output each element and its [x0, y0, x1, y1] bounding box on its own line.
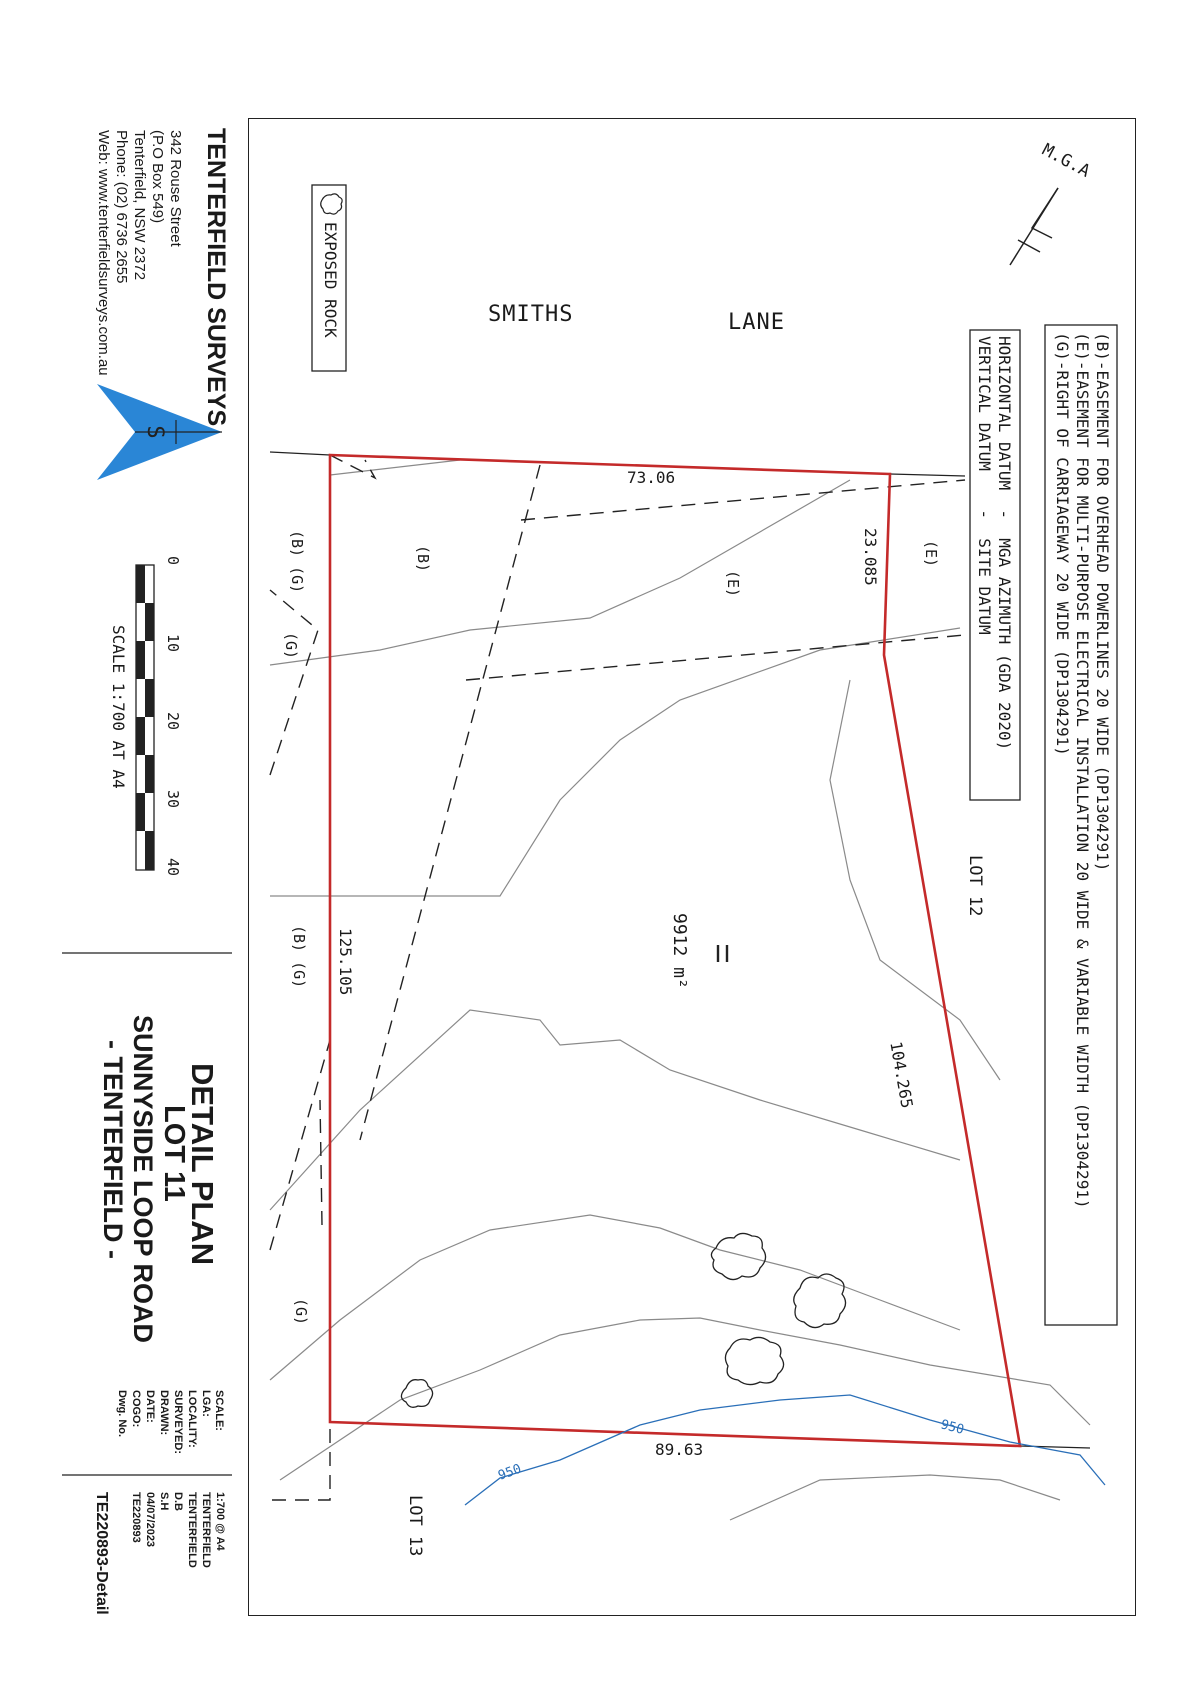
scale-caption: SCALE 1:700 AT A4	[109, 625, 128, 789]
easement-label-e-2: (E)	[922, 540, 940, 568]
lot-12-label: LOT 12	[965, 855, 985, 917]
detail-value: D.B	[172, 1492, 184, 1511]
legend-exposed-rock: EXPOSED ROCK	[321, 222, 340, 338]
easement-note-e: (E)-EASEMENT FOR MULTI-PURPOSE ELECTRICAL INSTALLATION 20 WIDE & VARIABLE WIDTH (DP1304291)	[1073, 332, 1092, 1209]
details-labels	[212, 1390, 226, 1431]
easement-lines	[270, 455, 965, 1500]
title-line-3: SUNNYSIDE LOOP ROAD	[128, 1015, 158, 1344]
scale-tick-30: 30	[164, 790, 182, 809]
lot-13-label: LOT 13	[405, 1495, 425, 1557]
easement-note-b: (B)-EASEMENT FOR OVERHEAD POWERLINES 20 WIDE (DP1304291)	[1093, 332, 1112, 872]
detail-label: Dwg. No.	[116, 1390, 128, 1438]
datum-horizontal: HORIZONTAL DATUM - MGA AZIMUTH (GDA 2020)	[995, 336, 1014, 751]
contour-label-2: 950	[938, 1417, 966, 1438]
easement-label-bg-1: (B) (G)	[288, 530, 306, 594]
dimension-bottom: 89.63	[655, 1440, 704, 1459]
company-name: TENTERFIELD SURVEYS	[202, 128, 230, 427]
detail-value: TE220893	[130, 1492, 142, 1543]
detail-label: DRAWN:	[158, 1390, 170, 1436]
company-web: Web: www.tenterfieldsurveys.com.au	[95, 130, 112, 376]
rock-symbols	[401, 1233, 845, 1407]
dimension-left: 125.105	[336, 928, 355, 996]
company-phone: Phone: (02) 6736 2655	[113, 130, 130, 284]
company-address-1: 342 Rouse Street	[167, 130, 184, 247]
company-address-3: Tenterfield, NSW 2372	[131, 130, 148, 281]
contour-label-1: 950	[496, 1461, 524, 1484]
detail-value: 04/07/2023	[144, 1492, 156, 1548]
terrain-lines	[270, 460, 1090, 1520]
north-arrow-icon	[1010, 188, 1058, 265]
easement-label-g-1: (G)	[282, 632, 300, 660]
dimension-top: 73.06	[627, 468, 676, 487]
easement-label-bg-2: (B) (G)	[290, 925, 308, 989]
detail-label: COGO:	[130, 1390, 142, 1428]
road-name-word-2: LANE	[728, 310, 785, 335]
title-line-1: DETAIL PLAN	[185, 1063, 220, 1266]
company-address-2: (P.O Box 549)	[149, 130, 166, 224]
detail-label: SCALE:	[213, 1390, 225, 1431]
detail-label: DATE:	[144, 1390, 156, 1423]
easement-label-b: (B)	[414, 545, 432, 573]
detail-value: 1:700 @ A4	[214, 1492, 226, 1551]
detail-value: TENTERFIELD	[186, 1492, 198, 1568]
dimension-right-lower: 104.265	[886, 1040, 917, 1110]
lot-number-marker	[718, 945, 727, 962]
easement-label-g-2: (G)	[292, 1298, 310, 1326]
scale-tick-0: 0	[164, 556, 182, 566]
easement-note-g: (G)-RIGHT OF CARRIAGEWAY 20 WIDE (DP1304291)	[1053, 332, 1072, 756]
scale-tick-40: 40	[164, 858, 182, 877]
scale-tick-10: 10	[164, 634, 182, 653]
title-line-2: LOT 11	[158, 1105, 190, 1202]
contour-950	[465, 1395, 1105, 1505]
logo-letter: S	[142, 425, 167, 439]
north-label: M.G.A	[1038, 140, 1094, 182]
easement-label-e-1: (E)	[724, 570, 742, 598]
dimension-right-upper: 23.085	[861, 528, 880, 586]
detail-label: LOCALITY:	[186, 1390, 198, 1448]
title-line-4: - TENTERFIELD -	[98, 1040, 128, 1259]
datum-vertical: VERTICAL DATUM - SITE DATUM	[975, 336, 994, 635]
legend-rock-icon	[321, 194, 342, 214]
lot-area: 9912 m²	[669, 913, 690, 989]
detail-label: SURVEYED:	[172, 1390, 184, 1454]
detail-label: LGA:	[200, 1390, 212, 1417]
drawing-number: TE220893-Detail	[93, 1492, 110, 1615]
scale-tick-20: 20	[164, 712, 182, 731]
scale-bar	[136, 565, 154, 870]
detail-value: TENTERFIELD	[200, 1492, 212, 1568]
detail-value: S.H	[158, 1492, 170, 1511]
road-name-word-1: SMITHS	[488, 302, 574, 327]
